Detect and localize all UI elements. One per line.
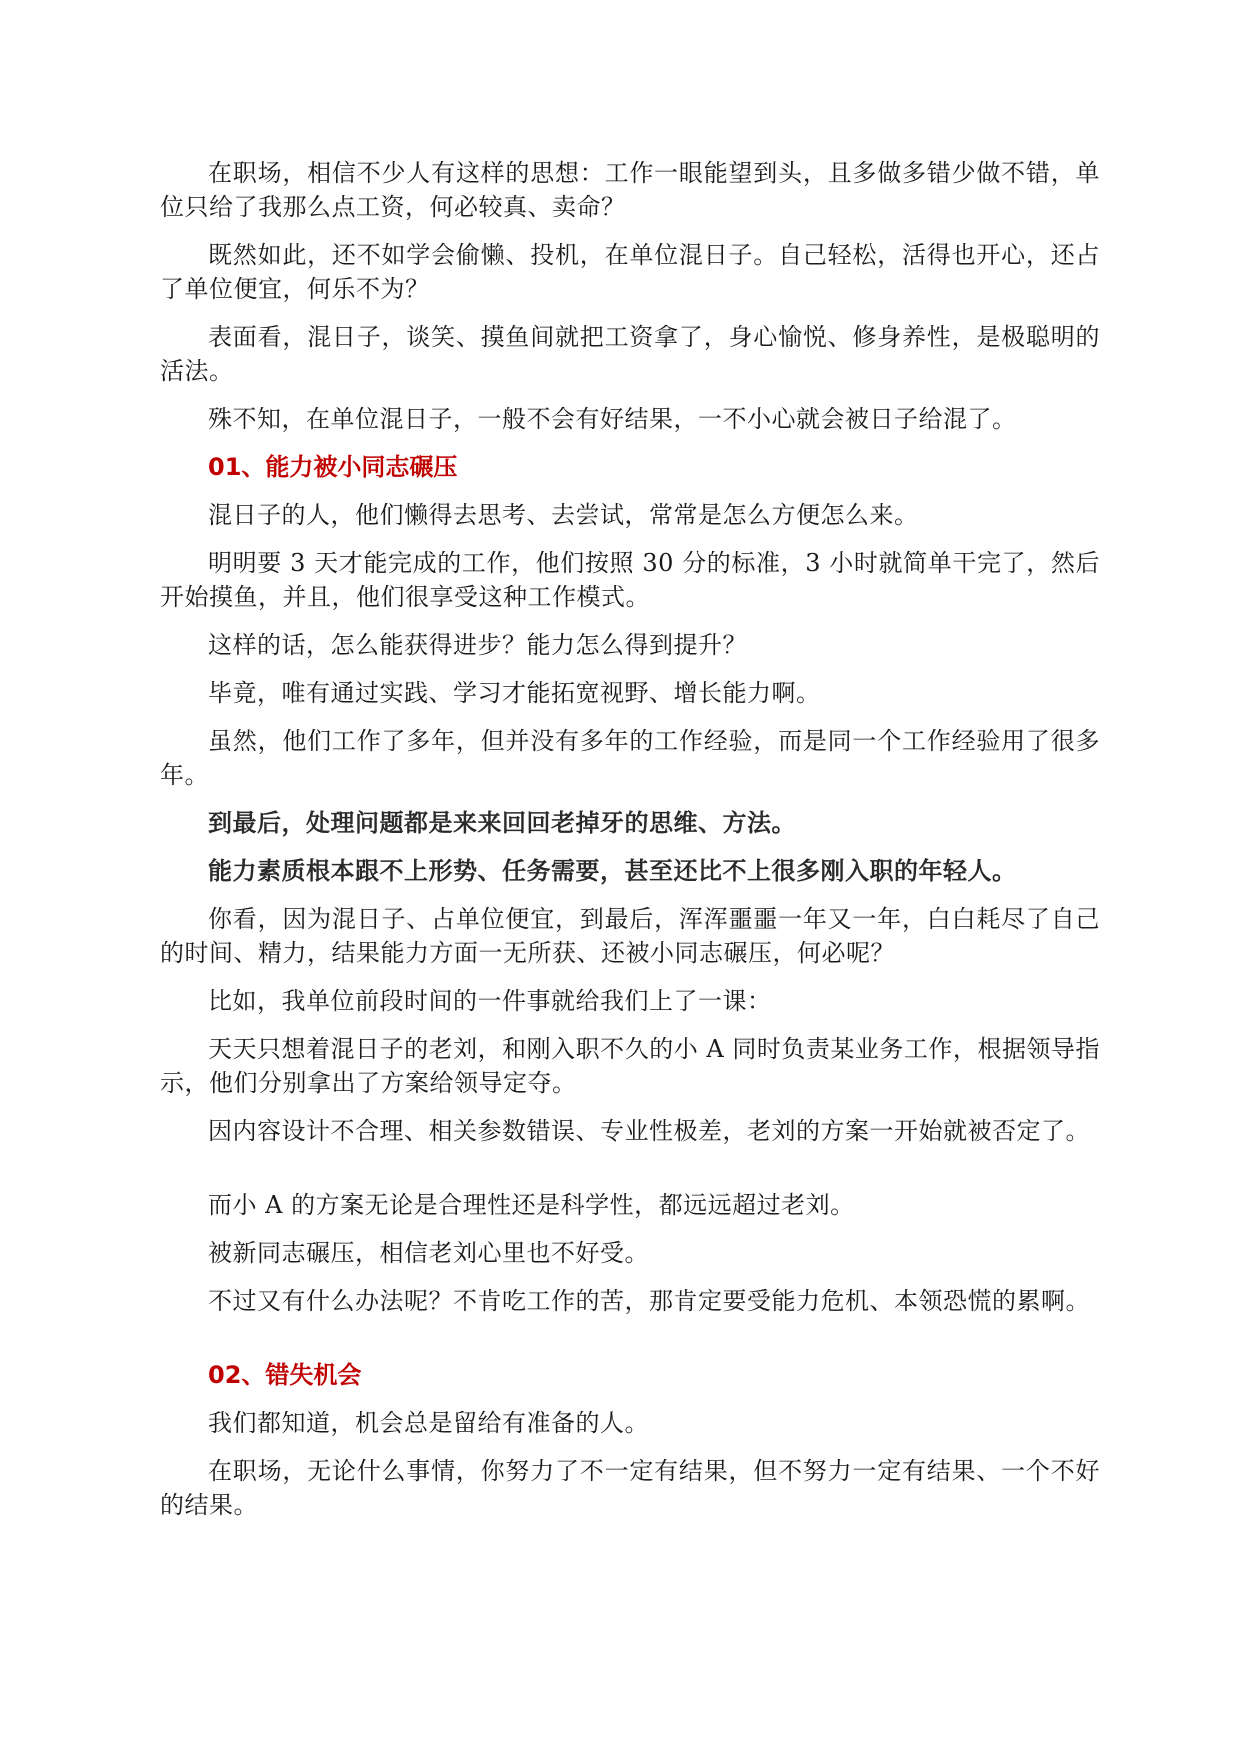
paragraph: 在职场，无论什么事情，你努力了不一定有结果，但不努力一定有结果、一个不好的结果。 (160, 1457, 1100, 1519)
paragraph: 毕竟，唯有通过实践、学习才能拓宽视野、增长能力啊。 (208, 679, 821, 707)
paragraph: 混日子的人，他们懒得去思考、去尝试，常常是怎么方便怎么来。 (208, 501, 919, 529)
bold-paragraph: 能力素质根本跟不上形势、任务需要，甚至还比不上很多刚入职的年轻人。 (208, 857, 1017, 885)
paragraph: 天天只想着混日子的老刘，和刚入职不久的小 A 同时负责某业务工作，根据领导指示，他们分别拿出了方案给领导定夺。 (160, 1035, 1100, 1097)
paragraph: 这样的话，怎么能获得进步？能力怎么得到提升？ (208, 631, 747, 659)
bold-paragraph: 到最后，处理问题都是来来回回老掉牙的思维、方法。 (208, 809, 796, 837)
paragraph: 既然如此，还不如学会偷懒、投机，在单位混日子。自己轻松，活得也开心，还占了单位便宜，何乐不为？ (160, 241, 1100, 303)
paragraph: 在职场，相信不少人有这样的思想：工作一眼能望到头，且多做多错少做不错，单位只给了我那么点工资，何必较真、卖命？ (160, 159, 1100, 221)
paragraph: 比如，我单位前段时间的一件事就给我们上了一课： (208, 987, 772, 1015)
spacer (160, 1162, 1100, 1188)
paragraph: 你看，因为混日子、占单位便宜，到最后，浑浑噩噩一年又一年，白白耗尽了自己的时间、精力，结果能力方面一无所获、还被小同志碾压，何必呢？ (160, 905, 1100, 967)
section-heading: 02、错失机会 (208, 1361, 362, 1389)
spacer (160, 1332, 1100, 1358)
section-heading: 01、能力被小同志碾压 (208, 453, 458, 481)
paragraph: 被新同志碾压，相信老刘心里也不好受。 (208, 1239, 649, 1267)
paragraph: 而小 A 的方案无论是合理性还是科学性，都远远超过老刘。 (208, 1191, 855, 1219)
paragraph: 虽然，他们工作了多年，但并没有多年的工作经验，而是同一个工作经验用了很多年。 (160, 727, 1100, 789)
paragraph: 表面看，混日子，谈笑、摸鱼间就把工资拿了，身心愉悦、修身养性，是极聪明的活法。 (160, 323, 1100, 385)
paragraph: 因内容设计不合理、相关参数错误、专业性极差，老刘的方案一开始就被否定了。 (208, 1117, 1090, 1145)
paragraph: 明明要 3 天才能完成的工作，他们按照 30 分的标准，3 小时就简单干完了，然后开始摸鱼，并且，他们很享受这种工作模式。 (160, 549, 1100, 611)
paragraph: 我们都知道，机会总是留给有准备的人。 (208, 1409, 649, 1437)
document-page (160, 156, 1100, 1536)
paragraph: 不过又有什么办法呢？不肯吃工作的苦，那肯定要受能力危机、本领恐慌的累啊。 (208, 1287, 1090, 1315)
paragraph: 殊不知，在单位混日子，一般不会有好结果，一不小心就会被日子给混了。 (208, 405, 1017, 433)
